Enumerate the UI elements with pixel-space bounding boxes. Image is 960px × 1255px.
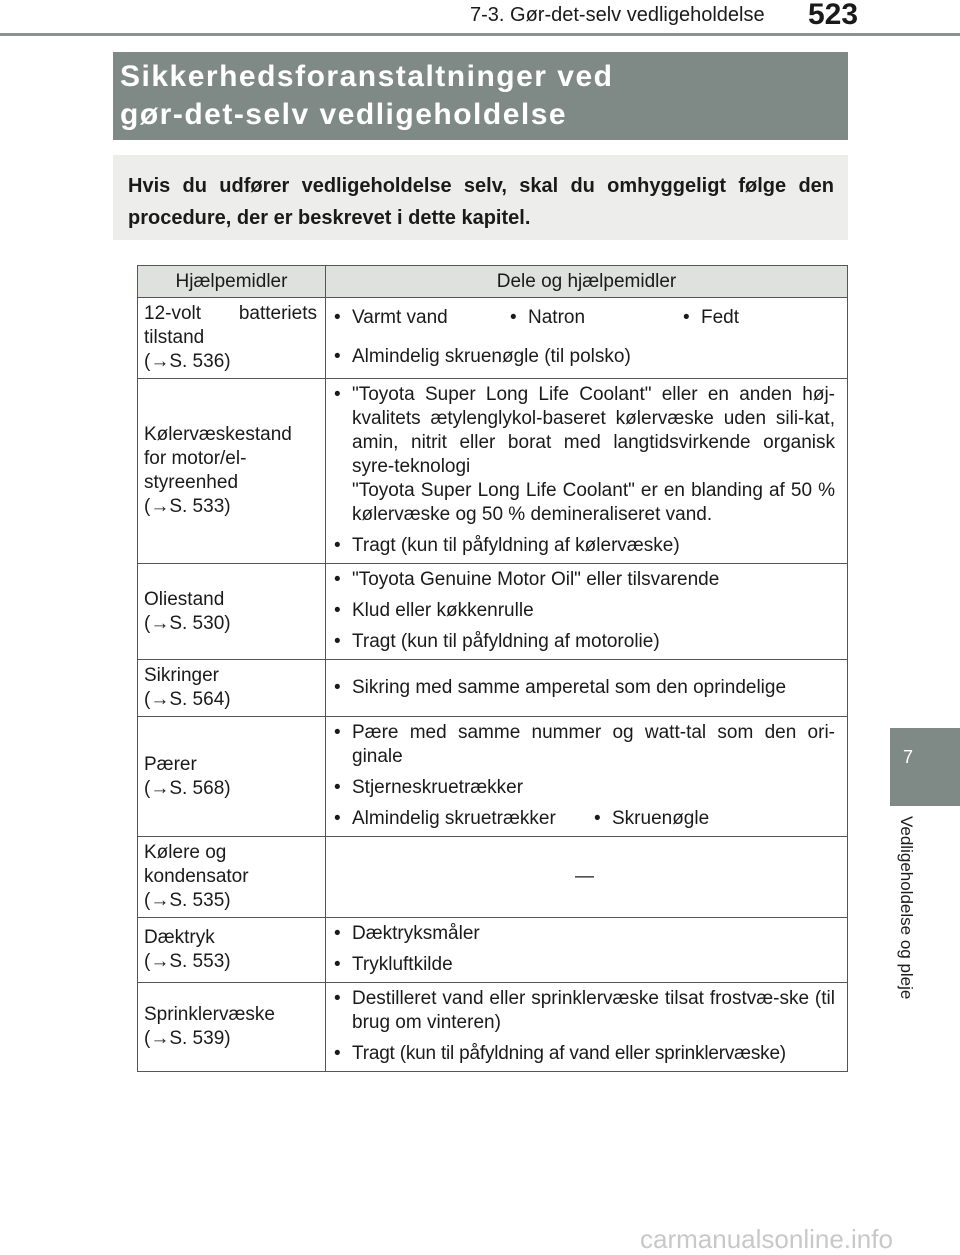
parts-cell [326,564,848,660]
page-title-line: gør-det-selv vedligeholdelse [120,98,568,131]
section-title: 7-3. Gør-det-selv vedligeholdelse [470,4,765,26]
list-item: • Sikring med samme amperetal som den oprindelige [334,676,835,700]
item-text: kondensator [144,866,249,887]
list-item: • Pære med samme nummer og watt-tal som den ori-ginale [334,721,835,769]
parts-cell [326,379,848,564]
table-row [138,983,848,1072]
table-row [138,918,848,983]
item-text: tilstand [144,327,205,348]
list-item-text: • "Toyota Super Long Life Coolant" eller en anden høj-kvalitets ætylenglykol-baseret kølervæske uden sili-kat, amin, nitrit eller borat med langtidsvirkende organisk syre-teknologi [352,384,835,477]
empty-dash: — [575,865,594,887]
parts-cell [326,660,848,717]
list-item: • Trykluftkilde [334,953,835,977]
item-cell [138,837,326,918]
item-text: Kølervæskestand [144,424,292,445]
item-cell [138,660,326,717]
table-row [138,298,848,379]
page-title [120,58,840,134]
parts-cell [326,918,848,983]
list-item: • Stjerneskruetrækker [334,776,835,800]
page-reference: (→S. 533) [144,496,231,517]
column-header: Hjælpemidler [138,266,326,298]
item-cell [138,983,326,1072]
table-row [138,660,848,717]
list-item-note: "Toyota Super Long Life Coolant" er en blanding af 50 % kølervæske og 50 % demineraliseret vand. [352,480,835,525]
list-item: • Almindelig skruenøgle (til polsko) [334,345,835,369]
list-item: • Skruenøgle [594,807,709,831]
item-cell [138,918,326,983]
intro-text: Hvis du udfører vedligeholdelse selv, skal du omhyggeligt følge den procedure, der er beskrevet i dette kapitel. [128,175,834,229]
item-text: Sikringer [144,665,219,686]
page-title-line: Sikkerhedsforanstaltninger ved [120,60,614,93]
page-reference: (→S. 539) [144,1028,231,1049]
item-cell [138,564,326,660]
item-text: styreenhed [144,472,239,493]
parts-cell [326,837,848,918]
table-row [138,564,848,660]
header-divider [0,33,960,36]
list-item: • Almindelig skruetrækker [334,807,594,831]
item-text: Kølere og [144,842,227,863]
page-reference: (→S. 568) [144,777,231,799]
parts-cell [326,983,848,1072]
inline-list [334,807,835,831]
list-item: • Dæktryksmåler [334,922,835,946]
page-number: 523 [808,0,859,31]
item-text: Dæktryk [144,927,215,948]
list-item: • "Toyota Genuine Motor Oil" eller tilsvarende [334,568,835,592]
page-reference: (→S. 530) [144,612,231,634]
item-text: for motor/el- [144,448,247,469]
list-item: • Klud eller køkkenrulle [334,599,835,623]
item-text: 12-volt batteriets [144,303,317,324]
list-item: • Tragt (kun til påfyldning af vand eller sprinklervæske) [334,1042,835,1066]
parts-cell [326,717,848,837]
chapter-number: 7 [902,747,913,767]
list-item: • Varmt vand [334,306,510,330]
parts-cell [326,298,848,379]
page-reference: (→S. 535) [144,890,231,911]
item-text: Oliestand [144,588,225,610]
item-cell [138,717,326,837]
page-reference: (→S. 536) [144,351,231,372]
page-reference: (→S. 553) [144,951,231,972]
table-row [138,717,848,837]
list-item: • Natron [510,306,683,330]
maintenance-table [137,265,848,1072]
item-text: Pærer [144,753,197,775]
column-header: Dele og hjælpemidler [326,266,848,298]
list-item: • Tragt (kun til påfyldning af motorolie) [334,630,835,654]
page-reference: (→S. 564) [144,689,231,710]
list-item: • Destilleret vand eller sprinklervæske tilsat frostvæ-ske (til brug om vinteren) [334,987,835,1035]
list-item: • Fedt [683,306,739,330]
table-row [138,837,848,918]
table-header-row [138,266,848,298]
watermark: carmanualsonline.info [640,1224,893,1254]
item-cell [138,298,326,379]
list-item: • Tragt (kun til påfyldning af kølervæske) [334,534,835,558]
item-text: Sprinklervæske [144,1004,275,1025]
table-row [138,379,848,564]
inline-list [334,306,835,330]
list-item [334,383,835,527]
chapter-label: Vedligeholdelse og pleje [897,816,916,1000]
item-cell [138,379,326,564]
